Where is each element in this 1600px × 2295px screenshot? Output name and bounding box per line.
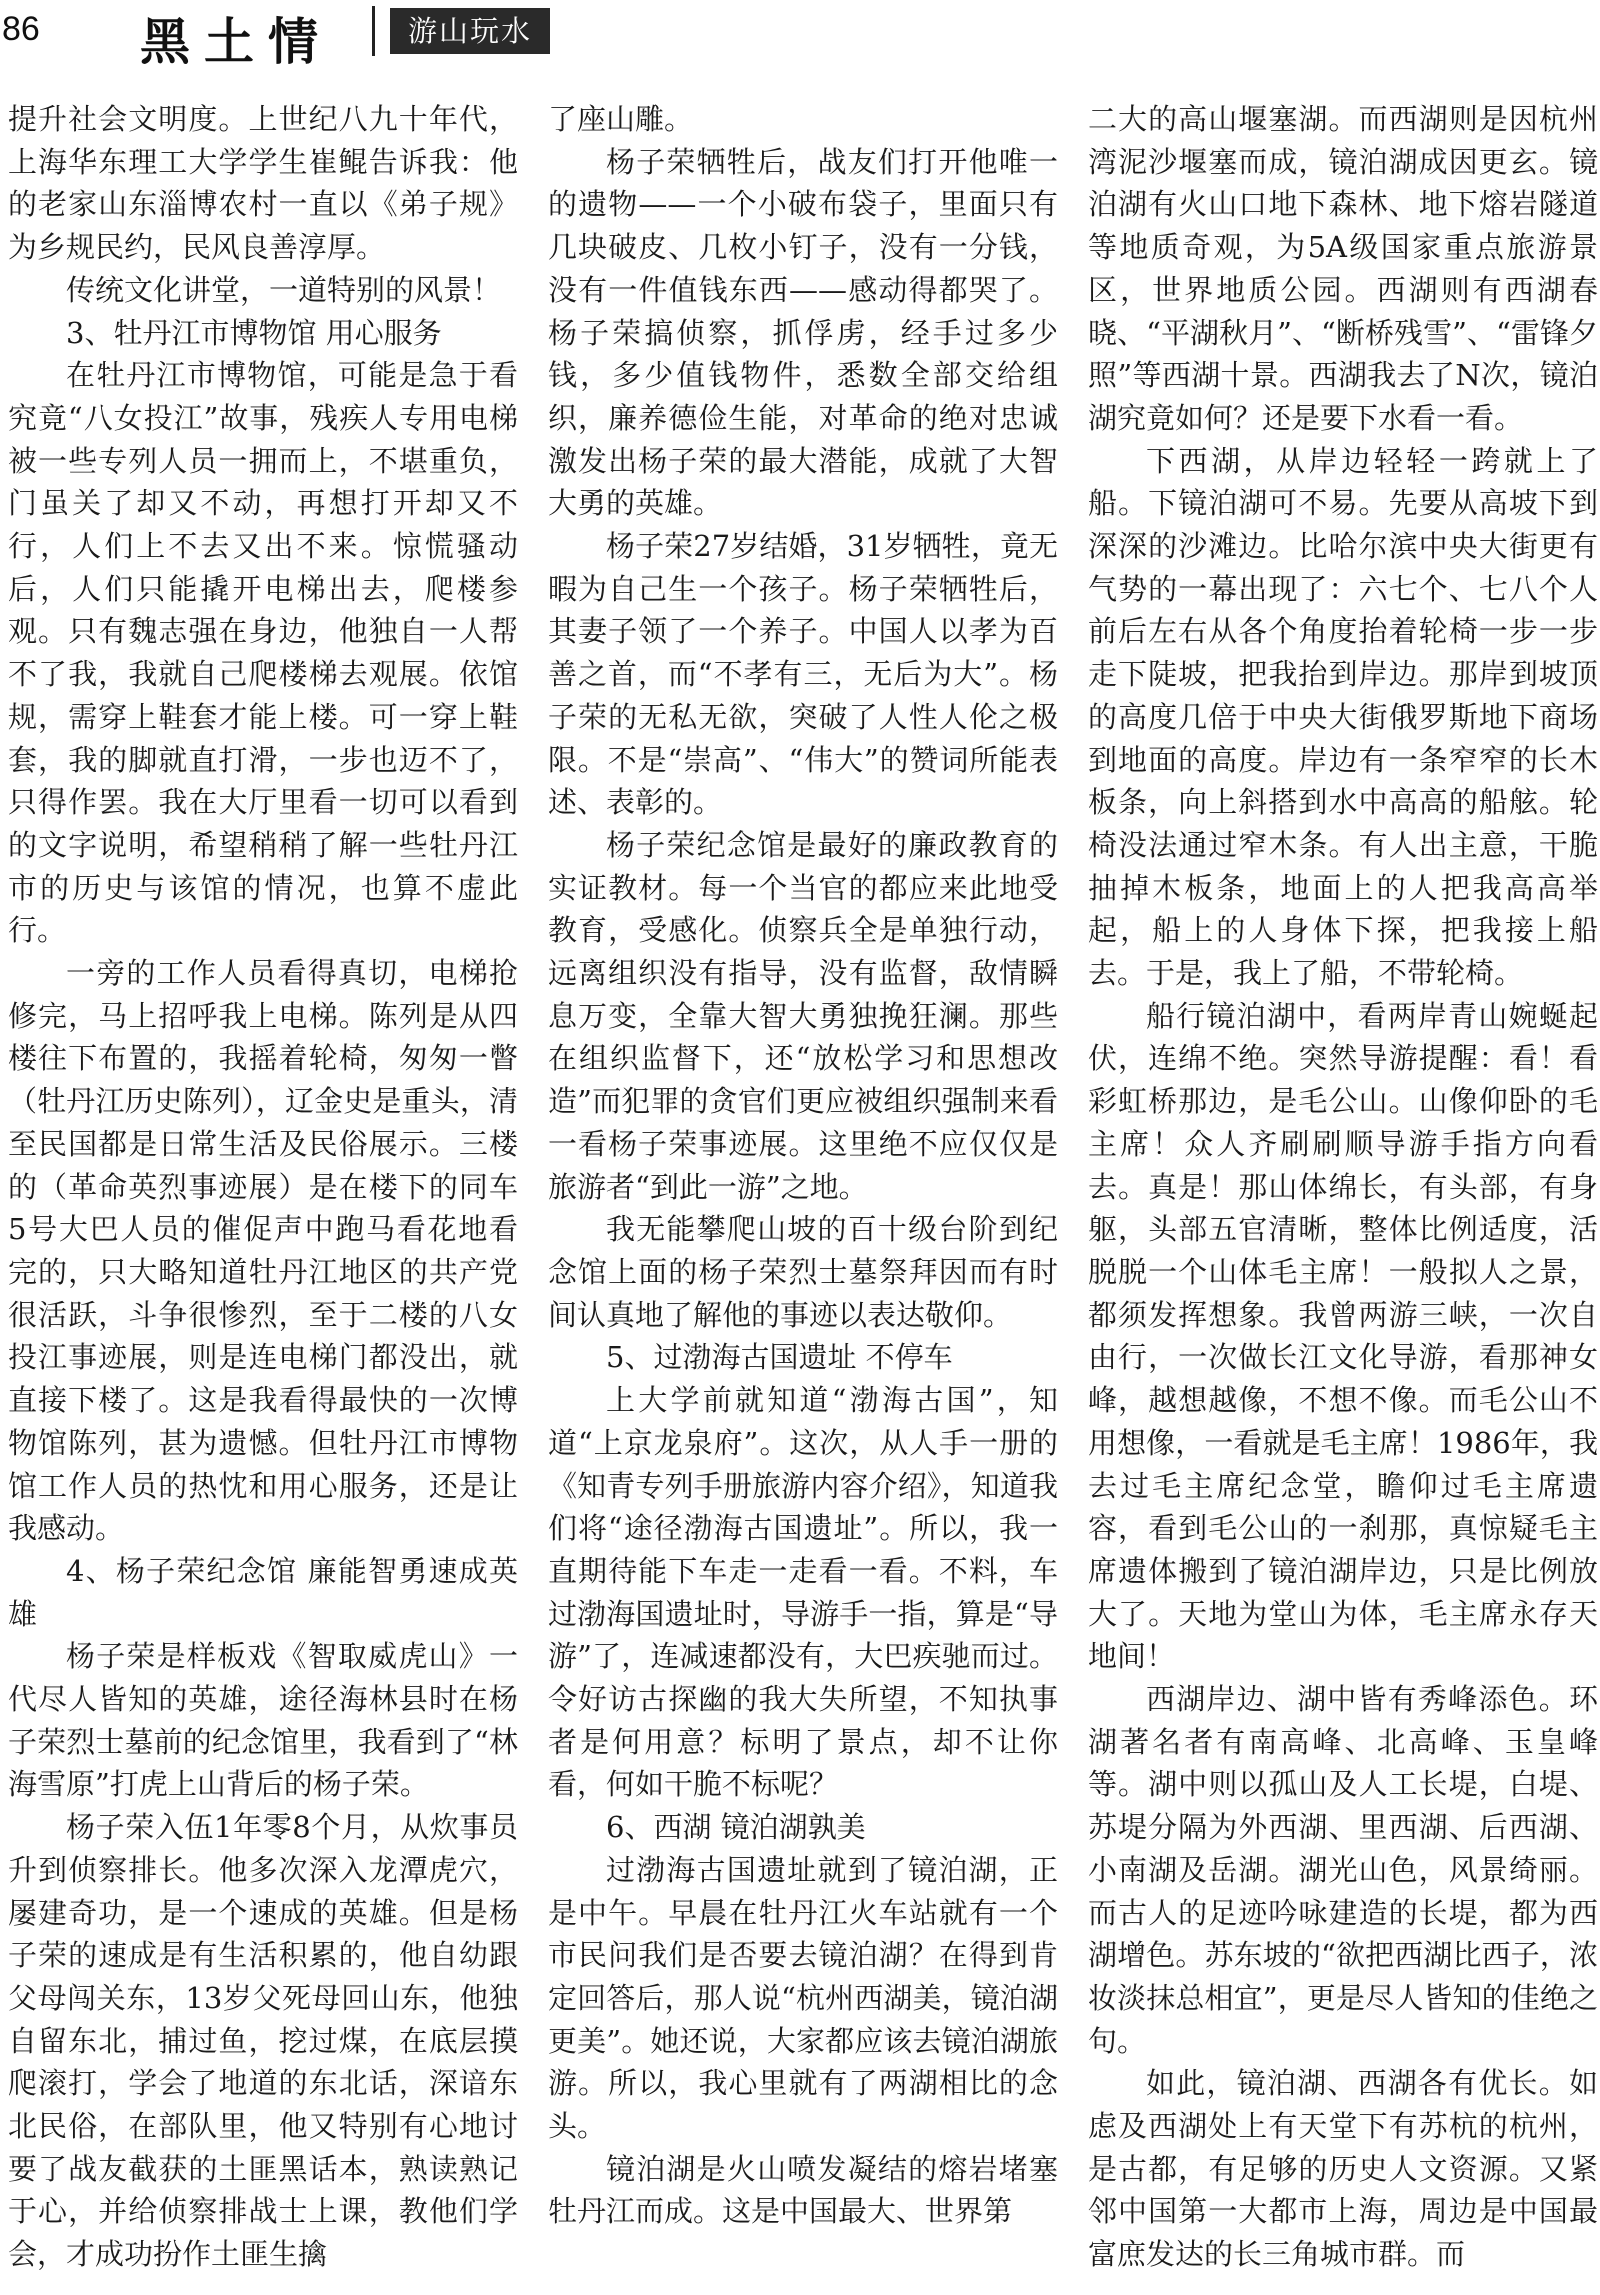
paragraph: 在牡丹江市博物馆，可能是急于看究竟“八女投江”故事，残疾人专用电梯被一些专列人员一拥而上，不堪重负，门虽关了却又不动，再想打开却又不行，人们上不去又出不来。惊慌骚动后，人们只能撬开电梯出去，爬楼参观。只有魏志强在身边，他独自一人帮不了我，我就自己爬楼梯去观展。依馆规，需穿上鞋套才能上楼。可一穿上鞋套，我的脚就直打滑，一步也迈不了，只得作罢。我在大厅里看一切可以看到的文字说明，希望稍稍了解一些牡丹江市的历史与该馆的情况，也算不虚此行。	[8, 358, 518, 948]
text-column-2	[548, 98, 1058, 2295]
paragraph: 下西湖，从岸边轻轻一跨就上了船。下镜泊湖可不易。先要从高坡下到深深的沙滩边。比哈尔滨中央大街更有气势的一幕出现了：六七个、七八个人前后左右从各个角度抬着轮椅一步一步走下陡坡，把我抬到岸边。那岸到坡顶的高度几倍于中央大街俄罗斯地下商场到地面的高度。岸边有一条窄窄的长木板条，向上斜搭到水中高高的船舷。轮椅没法通过窄木条。有人出主意，干脆抽掉木板条，地面上的人把我高高举起，船上的人身体下探，把我接上船去。于是，我上了船，不带轮椅。	[1088, 443, 1598, 991]
paragraph: 西湖岸边、湖中皆有秀峰添色。环湖著名者有南高峰、北高峰、玉皇峰等。湖中则以孤山及人工长堤，白堤、苏堤分隔为外西湖、里西湖、后西湖、小南湖及岳湖。湖光山色，风景绮丽。而古人的足迹吟咏建造的长堤，都为西湖增色。苏东坡的“欲把西湖比西子，浓妆淡抹总相宜”，更是尽人皆知的佳绝之句。	[1088, 1682, 1598, 2058]
paragraph: 镜泊湖是火山喷发凝结的熔岩堵塞牡丹江而成。这是中国最大、世界第	[548, 2151, 1058, 2229]
paragraph: 了座山雕。	[548, 102, 694, 136]
paragraph: 杨子荣27岁结婚，31岁牺牲，竟无暇为自己生一个孩子。杨子荣牺牲后，其妻子领了一个养子。中国人以孝为百善之首，而“不孝有三，无后为大”。杨子荣的无私无欲，突破了人性人伦之极限。不是“崇高”、“伟大”的赞词所能表述、表彰的。	[548, 529, 1058, 820]
paragraph: 二大的高山堰塞湖。而西湖则是因杭州湾泥沙堰塞而成，镜泊湖成因更玄。镜泊湖有火山口地下森林、地下熔岩隧道等地质奇观，为5A级国家重点旅游景区，世界地质公园。西湖则有西湖春晓、“平湖秋月”、“断桥残雪”、“雷锋夕照”等西湖十景。西湖我去了N次，镜泊湖究竟如何？还是要下水看一看。	[1088, 102, 1598, 435]
paragraph: 上大学前就知道“渤海古国”，知道“上京龙泉府”。这次，从人手一册的《知青专列手册旅游内容介绍》，知道我们将“途径渤海古国遗址”。所以，我一直期待能下车走一走看一看。不料，车过渤海国遗址时，导游手一指，算是“导游”了，连减速都没有，大巴疾驰而过。令好访古探幽的我大失所望，不知执事者是何用意？标明了景点，却不让你看，何如干脆不标呢？	[548, 1383, 1058, 1802]
paragraph: 杨子荣牺牲后，战友们打开他唯一的遗物——一个小破布袋子，里面只有几块破皮、几枚小钉子，没有一分钱，没有一件值钱东西——感动得都哭了。杨子荣搞侦察，抓俘虏，经手过多少钱，多少值钱物件，悉数全部交给组织，廉养德俭生能，对革命的绝对忠诚激发出杨子荣的最大潜能，成就了大智大勇的英雄。	[548, 144, 1058, 521]
paragraph: 一旁的工作人员看得真切，电梯抢修完，马上招呼我上电梯。陈列是从四楼往下布置的，我摇着轮椅，匆匆一瞥（牡丹江历史陈列），辽金史是重头，清至民国都是日常生活及民俗展示。三楼的（革命英烈事迹展）是在楼下的同车5号大巴人员的催促声中跑马看花地看完的，只大略知道牡丹江地区的共产党很活跃，斗争很惨烈，至于二楼的八女投江事迹展，则是连电梯门都没出，就直接下楼了。这是我看得最快的一次博物馆陈列，甚为遗憾。但牡丹江市博物馆工作人员的热忱和用心服务，还是让我感动。	[8, 956, 518, 1546]
paragraph: 传统文化讲堂，一道特别的风景！	[66, 272, 502, 307]
paragraph: 我无能攀爬山坡的百十级台阶到纪念馆上面的杨子荣烈士墓祭拜因而有时间认真地了解他的事迹以表达敬仰。	[548, 1212, 1058, 1332]
paragraph: 杨子荣入伍1年零8个月，从炊事员升到侦察排长。他多次深入龙潭虎穴，屡建奇功，是一个速成的英雄。但是杨子荣的速成是有生活积累的，他自幼跟父母闯关东，13岁父死母回山东，他独自留东北，捕过鱼，挖过煤，在底层摸爬滚打，学会了地道的东北话，深谙东北民俗，在部队里，他又特别有心地讨要了战友截获的土匪黑话本，熟读熟记于心，并给侦察排战士上课，教他们学会，才成功扮作土匪生擒	[8, 1810, 518, 2272]
page-header	[0, 0, 1600, 70]
paragraph: 提升社会文明度。上世纪八九十年代，上海华东理工大学学生崔鲲告诉我：他的老家山东淄博农村一直以《弟子规》为乡规民约，民风良善淳厚。	[8, 102, 518, 265]
magazine-title-logo: 黑土情	[140, 12, 332, 71]
paragraph: 6、西湖 镜泊湖孰美	[606, 1810, 866, 1845]
paragraph: 杨子荣是样板戏《智取威虎山》一代尽人皆知的英雄，途径海林县时在杨子荣烈士墓前的纪念馆里，我看到了“林海雪原”打虎上山背后的杨子荣。	[8, 1639, 518, 1802]
paragraph: 船行镜泊湖中，看两岸青山婉蜒起伏，连绵不绝。突然导游提醒：看！看彩虹桥那边，是毛公山。山像仰卧的毛主席！众人齐刷刷顺导游手指方向看去。真是！那山体绵长，有头部，有身躯，头部五官清晰，整体比例适度，活脱脱一个山体毛主席！一般拟人之景，都须发挥想象。我曾两游三峡，一次自由行，一次做长江文化导游，看那神女峰，越想越像，不想不像。而毛公山不用想像，一看就是毛主席！1986年，我去过毛主席纪念堂，瞻仰过毛主席遗容，看到毛公山的一刹那，真惊疑毛主席遗体搬到了镜泊湖岸边，只是比例放大了。天地为堂山为体，毛主席永存天地间！	[1088, 998, 1598, 1674]
header-divider	[372, 6, 375, 56]
article-body	[8, 98, 1600, 2295]
paragraph: 过渤海古国遗址就到了镜泊湖，正是中午。早晨在牡丹江火车站就有一个市民问我们是否要去镜泊湖？在得到肯定回答后，那人说“杭州西湖美，镜泊湖更美”。她还说，大家都应该去镜泊湖旅游。所以，我心里就有了两湖相比的念头。	[548, 1852, 1058, 2144]
paragraph: 4、杨子荣纪念馆 廉能智勇速成英雄	[8, 1553, 518, 1631]
paragraph: 如此，镜泊湖、西湖各有优长。如虑及西湖处上有天堂下有苏杭的杭州，是古都，有足够的历史人文资源。又紧邻中国第一大都市上海，周边是中国最富庶发达的长三角城市群。而	[1088, 2066, 1598, 2272]
paragraph: 杨子荣纪念馆是最好的廉政教育的实证教材。每一个当官的都应来此地受教育，受感化。侦察兵全是单独行动，远离组织没有指导，没有监督，敌情瞬息万变，全靠大智大勇独挽狂澜。那些在组织监督下，还“放松学习和思想改造”而犯罪的贪官们更应被组织强制来看一看杨子荣事迹展。这里绝不应仅仅是旅游者“到此一游”之地。	[548, 827, 1058, 1204]
page-number: 86	[2, 10, 40, 48]
paragraph: 5、过渤海古国遗址 不停车	[606, 1340, 953, 1375]
paragraph: 3、牡丹江市博物馆 用心服务	[66, 315, 442, 350]
text-column-3	[1088, 98, 1598, 2295]
section-badge: 游山玩水	[390, 8, 550, 54]
text-column-1	[8, 98, 518, 2295]
